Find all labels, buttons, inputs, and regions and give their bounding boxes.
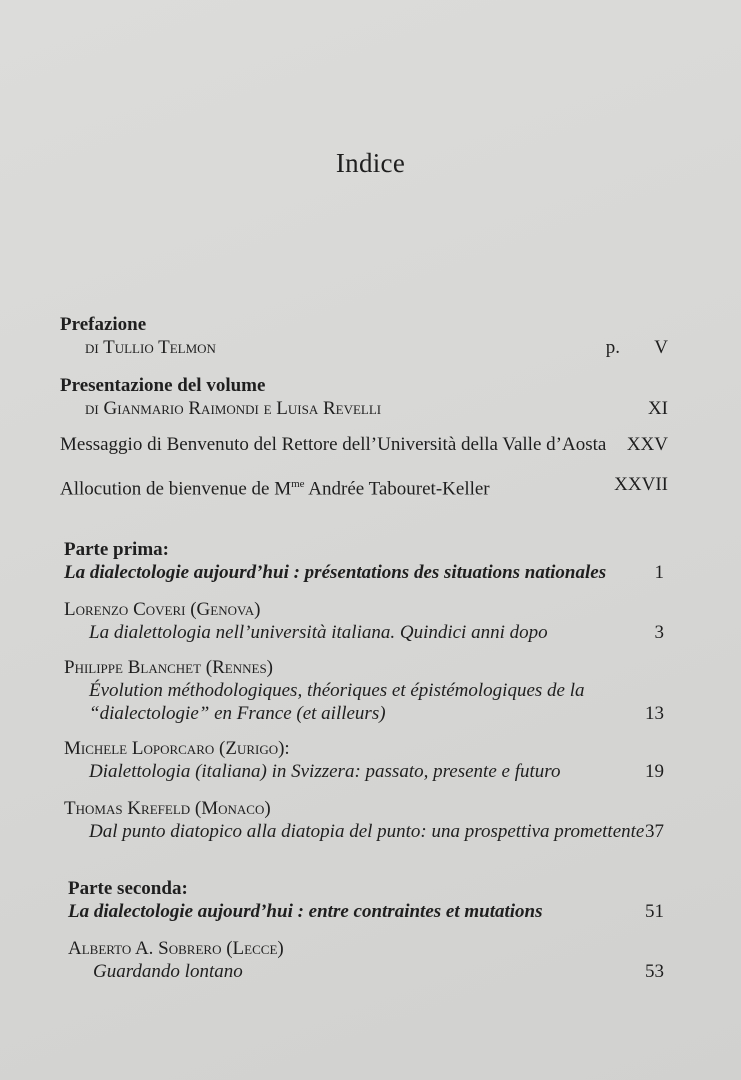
toc-presentazione xyxy=(60,374,668,420)
toc-title: Guardando lontano xyxy=(93,961,243,982)
toc-author: Lorenzo Coveri (Genova) xyxy=(64,599,261,620)
part-subtitle: La dialectologie aujourd’hui : présentations des situations nationales xyxy=(64,562,607,583)
page-number: 3 xyxy=(654,622,664,643)
page-number: 51 xyxy=(645,901,664,922)
toc-title: Évolution méthodologiques, théoriques et épistémologiques de la xyxy=(89,680,585,701)
section-heading: Prefazione xyxy=(60,314,147,335)
toc-entry xyxy=(64,797,664,843)
toc-entry xyxy=(64,656,664,725)
page-prefix: p. xyxy=(605,337,620,358)
page-number: XI xyxy=(647,398,668,419)
superscript: me xyxy=(291,478,305,490)
toc-title: Dal punto diatopico alla diatopia del punto: una prospettiva promettente xyxy=(89,821,645,842)
toc-prefazione xyxy=(60,313,668,359)
toc-author: Thomas Krefeld (Monaco) xyxy=(64,798,271,819)
page-number: 19 xyxy=(645,761,664,782)
toc-author: Alberto A. Sobrero (Lecce) xyxy=(68,938,284,959)
toc-entry xyxy=(68,937,664,983)
page-number: XXV xyxy=(626,434,668,455)
part-heading: Parte seconda: xyxy=(68,878,188,899)
page-number: 53 xyxy=(645,961,664,982)
page-title: Indice xyxy=(335,148,406,178)
toc-title: La dialettologia nell’università italiana. Quindici anni dopo xyxy=(89,622,548,643)
page-number: V xyxy=(654,337,668,358)
toc-title: Dialettologia (italiana) in Svizzera: passato, presente e futuro xyxy=(89,761,561,782)
toc-entry xyxy=(64,737,664,783)
toc-parte-prima xyxy=(64,538,664,584)
toc-author: Philippe Blanchet (Rennes) xyxy=(64,657,274,678)
toc-author: di Gianmario Raimondi e Luisa Revelli xyxy=(85,398,382,419)
toc-title-continued: “dialectologie” en France (et ailleurs) xyxy=(89,703,386,724)
toc-parte-seconda xyxy=(68,877,664,923)
toc-author: di Tullio Telmon xyxy=(85,337,216,358)
part-heading: Parte prima: xyxy=(64,539,169,560)
page-number: 1 xyxy=(654,562,664,583)
toc-text: Messaggio di Benvenuto del Rettore dell’Università della Valle d’Aosta xyxy=(60,434,607,455)
part-subtitle: La dialectologie aujourd’hui : entre contraintes et mutations xyxy=(68,901,543,922)
toc-entry xyxy=(64,598,664,644)
page-number: 37 xyxy=(645,821,664,842)
toc-text: Allocution de bienvenue de M xyxy=(60,478,292,500)
section-heading: Presentazione del volume xyxy=(60,375,266,396)
toc-author: Michele Loporcaro (Zurigo): xyxy=(64,738,290,759)
toc-messaggio xyxy=(60,433,668,456)
page-number: 13 xyxy=(645,703,664,724)
toc-allocution xyxy=(60,473,668,500)
toc-text-rest: Andrée Tabouret-Keller xyxy=(304,478,490,500)
page-number: XXVII xyxy=(614,474,668,495)
